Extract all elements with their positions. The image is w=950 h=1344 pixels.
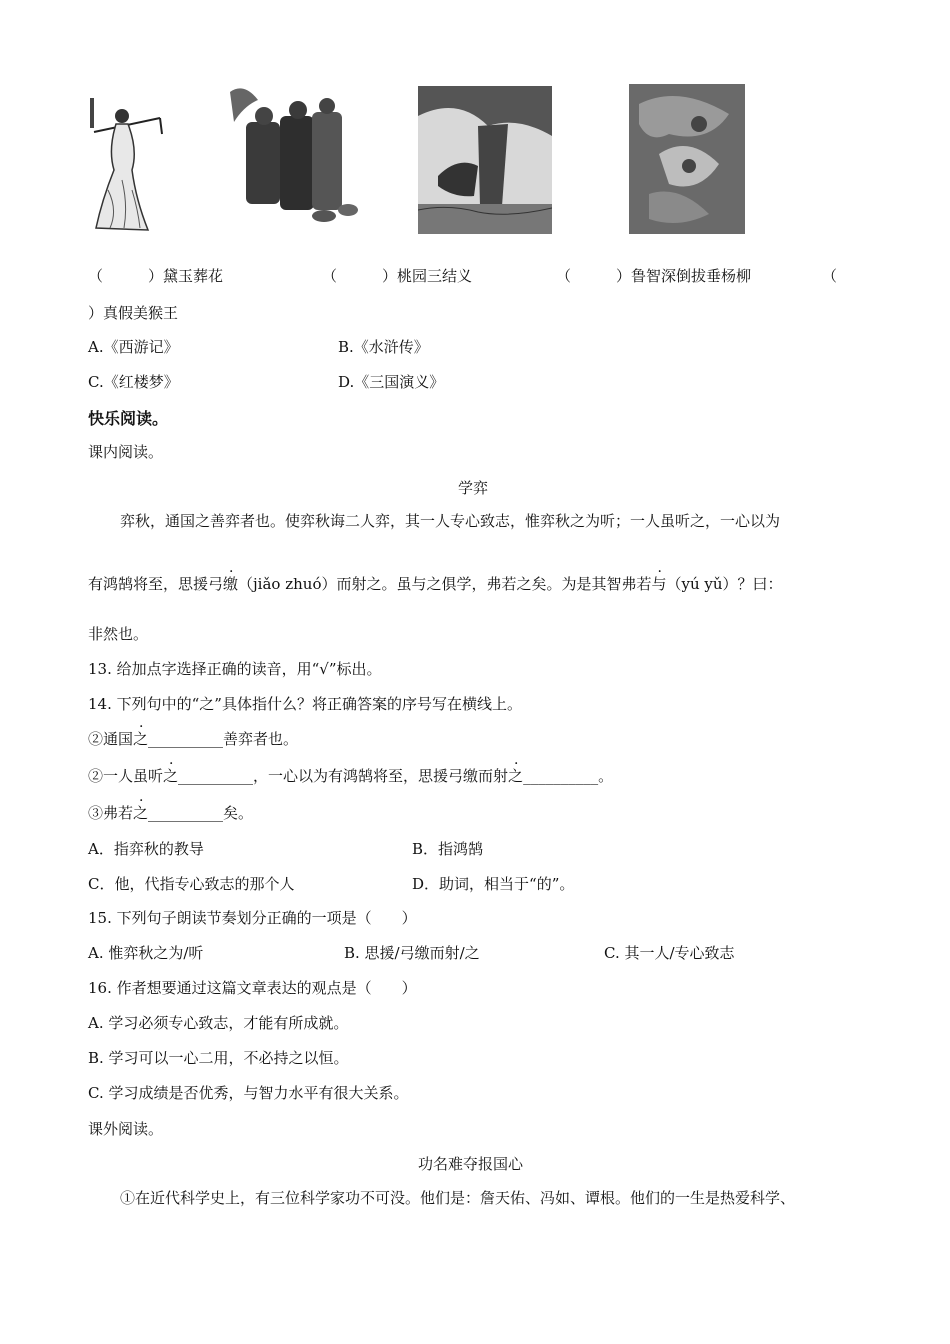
q14-text: ②通国 xyxy=(88,730,134,748)
q14-option-a: A．指弈秋的教导 xyxy=(88,840,204,858)
passage-line-3: 非然也。 xyxy=(88,625,149,643)
dotted-char: 缴 xyxy=(223,575,239,593)
answer-blank[interactable]: __________，一心以为有鸿鹄将至，思援弓缴而射 xyxy=(178,767,509,785)
question-13: 13. 给加点字选择正确的读音，用“√”标出。 xyxy=(88,660,382,678)
q14-option-b: B．指鸿鹄 xyxy=(412,840,484,858)
match-label-2: （ ）桃园三结义 xyxy=(322,267,473,285)
outclass-passage-line-1: ①在近代科学史上，有三位科学家功不可没。他们是：詹天佑、冯如、谭根。他们的一生是热爱科学、 xyxy=(120,1189,796,1207)
question-15-stem: 15. 下列句子朗读节奏划分正确的一项是（ ） xyxy=(88,909,417,927)
section-title: 快乐阅读。 xyxy=(88,409,169,428)
dotted-char: 之 xyxy=(508,767,524,785)
tree-figure-icon xyxy=(418,86,552,234)
q15-option-b: B. 思援/弓缴而射/之 xyxy=(344,944,480,962)
passage-text: （yú yǔ）？曰： xyxy=(666,575,783,593)
q14-text: ③弗若 xyxy=(88,804,134,822)
option-b: B.《水浒传》 xyxy=(338,338,429,356)
question-14-line-2 xyxy=(88,766,613,786)
q16-option-b: B. 学习可以一心二用，不必持之以恒。 xyxy=(88,1049,349,1067)
option-d: D.《三国演义》 xyxy=(338,373,445,391)
answer-blank[interactable]: __________善弈者也。 xyxy=(148,730,299,748)
text-title: 学弈 xyxy=(458,479,489,497)
q16-option-c: C. 学习成绩是否优秀，与智力水平有很大关系。 xyxy=(88,1084,409,1102)
inclass-label: 课内阅读。 xyxy=(88,443,164,461)
question-14-line-3 xyxy=(88,803,253,823)
q14-option-c: C．他，代指专心致志的那个人 xyxy=(88,875,295,893)
match-label-4-open: （ xyxy=(822,267,838,285)
question-16-stem: 16. 作者想要通过这篇文章表达的观点是（ ） xyxy=(88,979,417,997)
q16-option-a: A. 学习必须专心致志，才能有所成就。 xyxy=(88,1014,349,1032)
question-14-line-1 xyxy=(88,729,298,749)
answer-blank[interactable]: __________。 xyxy=(523,767,614,785)
dotted-char: 之 xyxy=(133,730,149,748)
q14-option-d: D．助词，相当于“的”。 xyxy=(412,875,575,893)
passage-line-2 xyxy=(88,574,783,594)
monkey-king-image xyxy=(629,84,745,234)
dotted-char: 之 xyxy=(133,804,149,822)
q14-text: ②一人虽听 xyxy=(88,767,164,785)
passage-text: （jiǎo zhuó）而射之。虽与之俱学，弗若之矣。为是其智弗若 xyxy=(238,575,652,593)
match-label-1: （ ）黛玉葬花 xyxy=(88,267,224,285)
match-label-4: ）真假美猴王 xyxy=(88,304,179,322)
match-label-3: （ ）鲁智深倒拔垂杨柳 xyxy=(556,267,752,285)
monkey-figures-icon xyxy=(629,84,745,234)
dotted-char: 之 xyxy=(163,767,179,785)
lady-figure-icon xyxy=(88,90,170,236)
lu-zhishen-willow-image xyxy=(418,86,552,234)
daiyu-burying-flowers-image xyxy=(88,90,170,236)
question-14-stem: 14. 下列句中的“之”具体指什么？将正确答案的序号写在横线上。 xyxy=(88,695,522,713)
passage-text: 有鸿鹄将至，思援弓 xyxy=(88,575,224,593)
option-a: A.《西游记》 xyxy=(88,338,179,356)
outclass-title: 功名难夺报国心 xyxy=(418,1155,524,1173)
three-figures-icon xyxy=(224,82,364,230)
q15-option-a: A. 惟弈秋之为/听 xyxy=(88,944,204,962)
answer-blank[interactable]: __________矣。 xyxy=(148,804,254,822)
q15-option-c: C. 其一人/专心致志 xyxy=(604,944,735,962)
option-c: C.《红楼梦》 xyxy=(88,373,179,391)
dotted-char: 与 xyxy=(651,575,667,593)
passage-line-1: 弈秋，通国之善弈者也。使弈秋诲二人弈，其一人专心致志，惟弈秋之为听；一人虽听之，一心以为 xyxy=(120,512,781,530)
peach-garden-oath-image xyxy=(224,82,364,230)
outclass-label: 课外阅读。 xyxy=(88,1120,164,1138)
